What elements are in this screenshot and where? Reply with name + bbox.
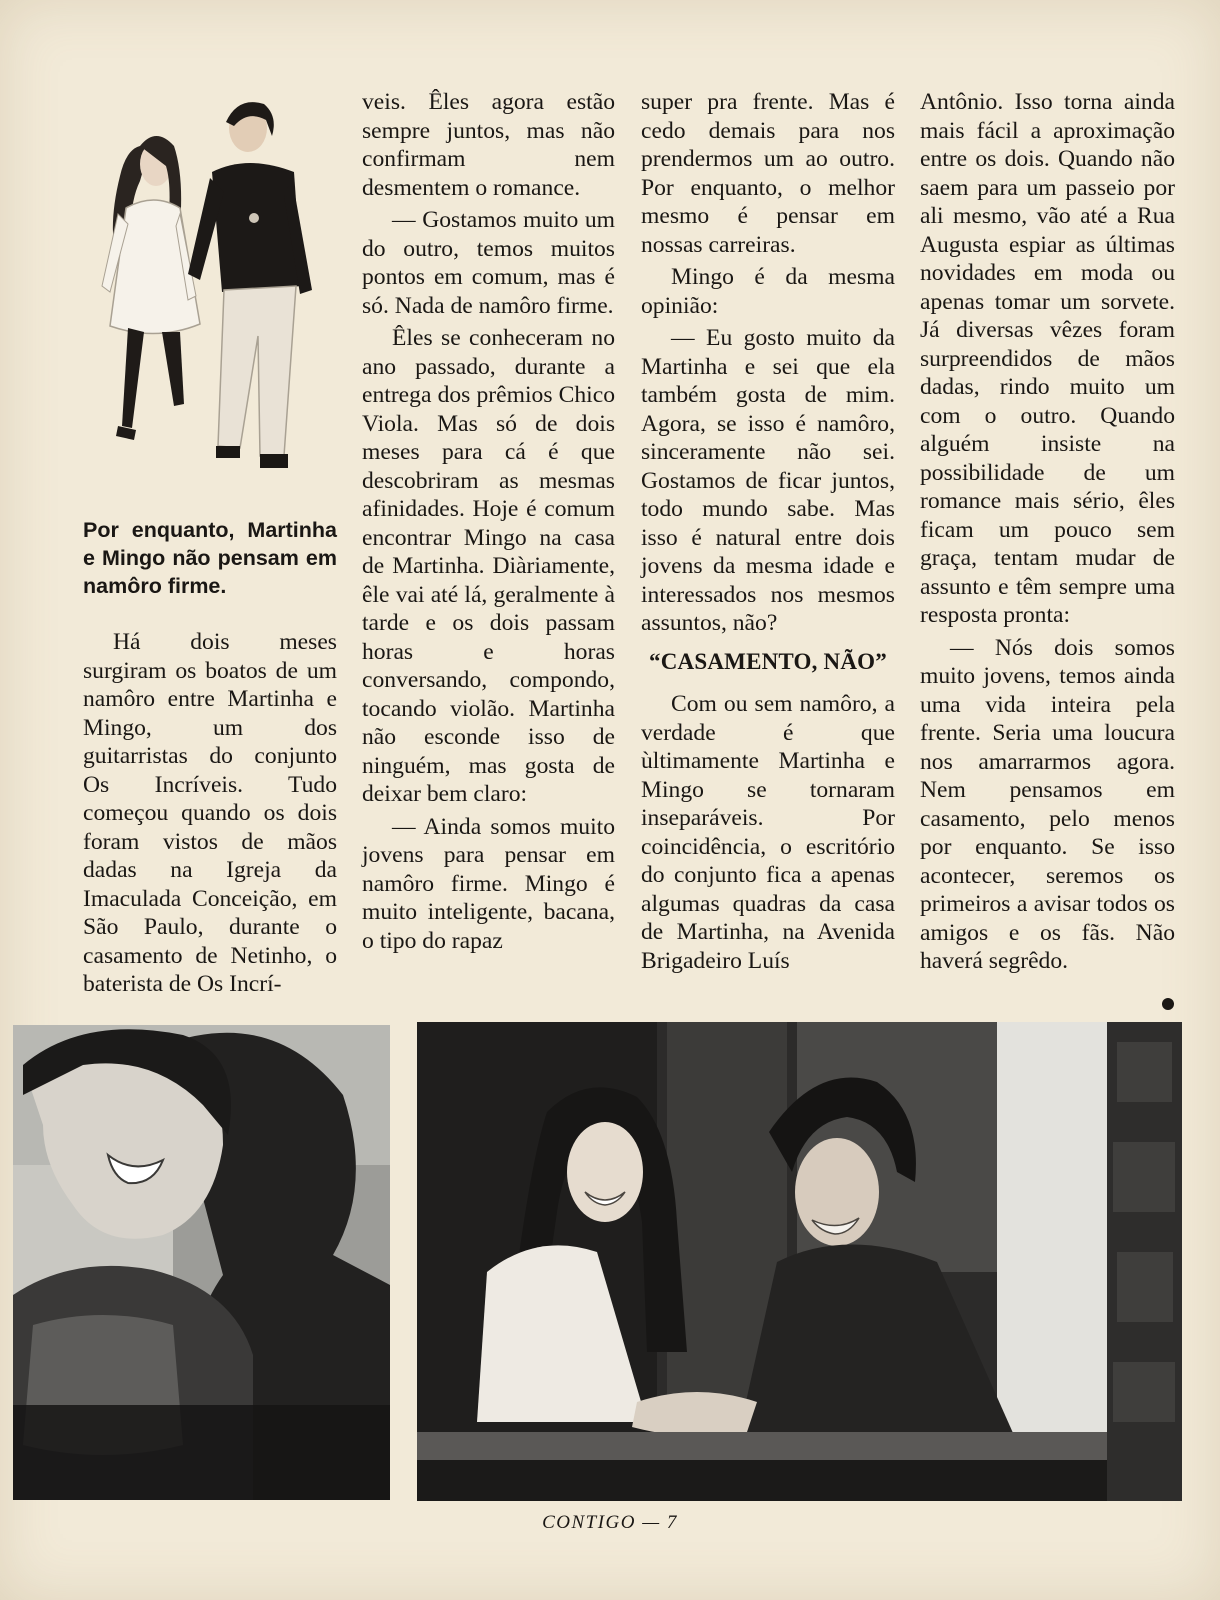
photo-caption: Por enquanto, Martinha e Mingo não pensam em namôro firme. xyxy=(83,518,337,598)
photo-man-with-guitar xyxy=(13,1025,390,1500)
article-column-1 xyxy=(83,628,337,999)
photo-couple-at-railing xyxy=(417,1022,1182,1501)
paragraph: Mingo é da mesma opinião: xyxy=(641,264,895,319)
paragraph: Com ou sem namôro, a verdade é que ùltimamente Martinha e Mingo se tornaram inseparáveis. Por coincidência, o escritório do conjunto fica a apenas algumas quadras da casa de Martinha, na Avenida Brigadeiro Luís xyxy=(641,691,895,974)
article-column-3 xyxy=(641,88,895,975)
article-column-4 xyxy=(920,88,1175,976)
page-footer: CONTIGO — 7 xyxy=(542,1512,678,1533)
paragraph: Antônio. Isso torna ainda mais fácil a aproximação entre os dois. Quando não saem para um passeio por ali mesmo, vão até a Rua Augusta espiar as últimas novidades em moda ou apenas tomar um sorvete. Já diversas vêzes foram surpreendidos de mãos dadas, rindo muito um com o outro. Quando alguém insiste na possibilidade de um romance mais sério, êles ficam um pouco sem graça, tentam mudar de assunto e têm sempre uma resposta pronta: xyxy=(920,89,1175,628)
paragraph: — Gostamos muito um do outro, temos muitos pontos em comum, mas é só. Nada de namôro firme. xyxy=(362,207,615,319)
paragraph: — Ainda somos muito jovens para pensar em namôro firme. Mingo é muito inteligente, bacana, o tipo do rapaz xyxy=(362,813,615,954)
article-column-2 xyxy=(362,88,615,955)
paragraph: Êles se conheceram no ano passado, durante a entrega dos prêmios Chico Viola. Mas só de dois meses para cá é que descobriram as mesmas afinidades. Hoje é comum encontrar Mingo na casa de Martinha. Diàriamente, êle vai até lá, geralmente à tarde e os dois passam horas e horas conversando, compondo, tocando violão. Martinha não esconde isso de ninguém, mas gosta de deixar bem claro: xyxy=(362,325,615,807)
paragraph: — Nós dois somos muito jovens, temos ainda uma vida inteira pela frente. Seria uma loucura nos amarrarmos agora. Nem pensamos em casamento, pelo menos por enquanto. Se isso acontecer, seremos os primeiros a avisar todos os amigos e os fãs. Não haverá segrêdo. xyxy=(920,634,1175,974)
paragraph: super pra frente. Mas é cedo demais para nos prendermos um ao outro. Por enquanto, o melhor mesmo é pensar em nossas carreiras. xyxy=(641,89,895,258)
photo-couple-walking xyxy=(88,96,338,496)
paragraph: veis. Êles agora estão sempre juntos, mas não confirmam nem desmentem o romance. xyxy=(362,89,615,201)
section-subheading: “CASAMENTO, NÃO” xyxy=(649,648,887,674)
end-mark xyxy=(1162,998,1174,1010)
paragraph: — Eu gosto muito da Martinha e sei que ela também gosta de mim. Agora, se isso é namôro, sinceramente não sei. Gostamos de ficar juntos, todo mundo sabe. Mas isso é natural entre dois jovens da mesma idade e interessados nos mesmos assuntos, não? xyxy=(641,325,895,636)
paragraph: Há dois meses surgiram os boatos de um namôro entre Martinha e Mingo, um dos guitarristas do conjunto Os Incríveis. Tudo começou quando os dois foram vistos de mãos dadas na Igreja da Imaculada Conceição, em São Paulo, durante o casamento de Netinho, o baterista de Os Incrí- xyxy=(83,629,337,997)
